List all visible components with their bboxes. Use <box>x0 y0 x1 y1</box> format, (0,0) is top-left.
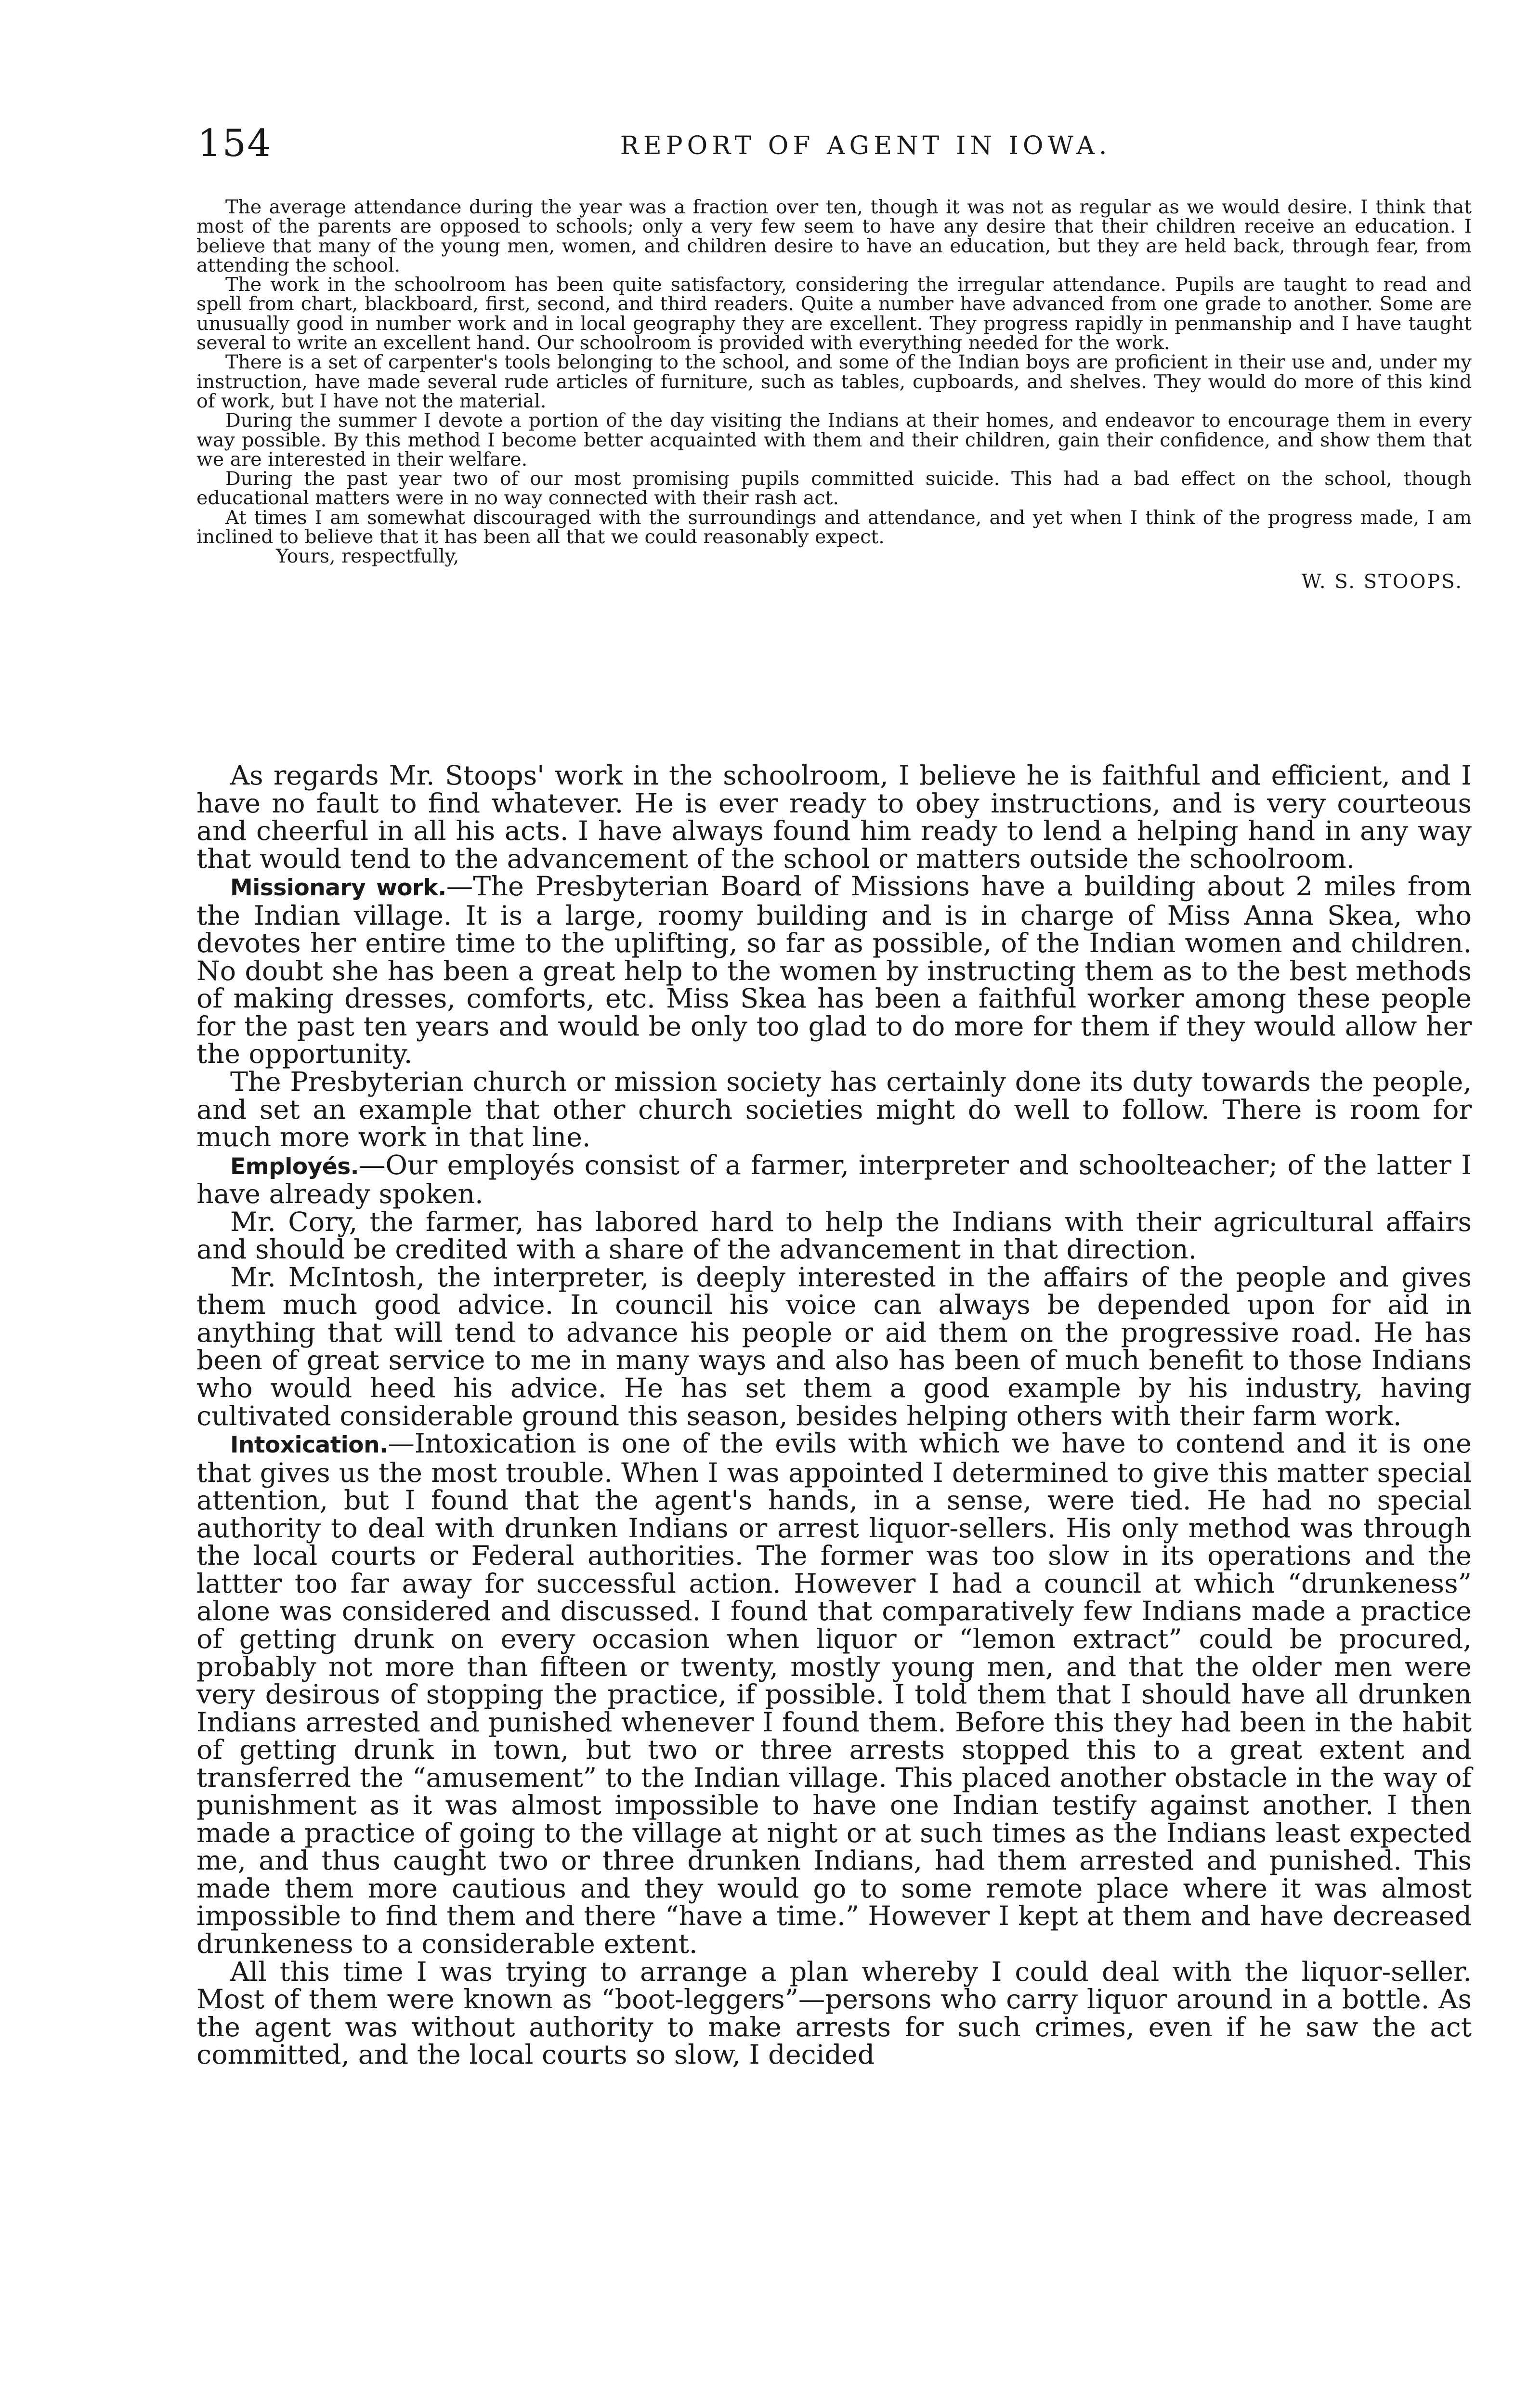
body-paragraph: The Presbyterian church or mission society has certainly done its duty towards the people, and set an example that other church societies might do well to follow. There is room for much more work in that line. <box>196 1066 1472 1153</box>
body-paragraph: All this time I was trying to arrange a plan whereby I could deal with the liquor-seller. Most of them were known as “boot-leggers”—persons who carry liquor around in a bottle. As the agent was without authority to make arrests for such crimes, even if he saw the act committed, and the local courts so slow, I decided <box>196 1956 1472 2071</box>
report-body <box>196 762 1472 2069</box>
missionary-text: —The Presbyterian Board of Missions have a building about 2 miles from the Indian village. It is a large, roomy building and is in charge of Miss Anna Skea, who devotes her entire time to the uplifting, so far as possible, of the Indian women and children. No doubt she has been a great help to the women by instructing them as to the best methods of making dresses, comforts, etc. Miss Skea has been a faithful worker among these people for the past ten years and would be only too glad to do more for them if they would allow her the opportunity. <box>196 871 1472 1070</box>
body-paragraph-missionary <box>196 873 1472 1068</box>
letter-paragraph: During the past year two of our most promising pupils committed suicide. This had a bad effect on the school, though educational matters were in no way connected with their rash act. <box>196 468 1472 510</box>
page-number: 154 <box>197 122 272 165</box>
employes-text: —Our employés consist of a farmer, interpreter and schoolteacher; of the latter I have already spoken. <box>196 1149 1472 1210</box>
body-paragraph-intoxication <box>196 1430 1472 1958</box>
body-paragraph-employes <box>196 1149 1472 1210</box>
body-paragraph: Mr. Cory, the farmer, has labored hard to help the Indians with their agricultural affairs and should be credited with a share of the advancement in that direction. <box>196 1206 1472 1266</box>
body-paragraph: Mr. McIntosh, the interpreter, is deeply interested in the affairs of the people and gives them much good advice. In council his voice can always be depended upon for aid in anything that will tend to advance his people or aid them on the progressive road. He has been of great service to me in many ways and also has been of much benefit to those Indians who would heed his advice. He has set them a good example by his industry, having cultivated considerable ground this season, besides helping others with their farm work. <box>196 1261 1472 1432</box>
section-heading-employes: Employés. <box>230 1153 359 1180</box>
running-title: REPORT OF AGENT IN IOWA. <box>620 131 1111 160</box>
letter-paragraph: At times I am somewhat discouraged with the surroundings and attendance, and yet when I think of the progress made, I am inclined to believe that it has been all that we could reasonably expect. <box>196 506 1472 549</box>
section-heading-missionary-work: Missionary work. <box>230 875 446 902</box>
intoxication-text: —Intoxication is one of the evils with which we have to contend and it is one that gives us the most trouble. When I was appointed I determined to give this matter special attention, but I found that the agent's hands, in a sense, were tied. He had no special authority to deal with drunken Indians or arrest liquor-sellers. His only method was through the local courts or Federal authorities. The former was too slow in its operations and the lattter too far away for successful action. However I had a council at which “drunkeness” alone was considered and discussed. I found that comparatively few Indians made a practice of getting drunk on every occasion when liquor or “lemon extract” could be procured, probably not more than fifteen or twenty, mostly young men, and that the older men were very desirous of stopping the practice, if possible. I told them that I should have all drunken Indians arrested and punished whenever I found them. Before this they had been in the habit of getting drunk in town, but two or three arrests stopped this to a great extent and transferred the “amusement” to the Indian village. This placed another obstacle in the way of punishment as it was almost impossible to have one Indian testify against another. I then made a practice of going to the village at night or at such times as the Indians least expected me, and thus caught two or three drunken Indians, had them arrested and punished. This made them more cautious and they would go to some remote place where it was almost impossible to find them and there “have a time.” However I kept at them and have decreased drunkeness to a considerable extent. <box>196 1428 1472 1960</box>
letter-signature: W. S. STOOPS. <box>1301 570 1463 593</box>
quoted-letter <box>196 197 1472 591</box>
letter-paragraph: There is a set of carpenter's tools belonging to the school, and some of the Indian boys are proficient in their use and, under my instruction, have made several rude articles of furniture, such as tables, cupboards, and shelves. They would do more of this kind of work, but I have not the material. <box>196 351 1472 412</box>
body-paragraph: As regards Mr. Stoops' work in the schoolroom, I believe he is faithful and efficient, and I have no fault to find whatever. He is ever ready to obey instructions, and is very courteous and cheerful in all his acts. I have always found him ready to lend a helping hand in any way that would tend to the advancement of the school or matters outside the schoolroom. <box>196 760 1472 875</box>
letter-closing: Yours, respectfully, <box>276 545 459 568</box>
page-header <box>197 119 1476 172</box>
section-heading-intoxication: Intoxication. <box>230 1432 388 1459</box>
letter-paragraph: The work in the schoolroom has been quite satisfactory, considering the irregular attendance. Pupils are taught to read and spell from chart, blackboard, first, second, and third readers. Quite a number have advanced from one grade to another. Some are unusually good in number work and in local geography they are excellent. They progress rapidly in penmanship and I have taught several to write an excellent hand. Our schoolroom is provided with everything needed for the work. <box>196 274 1472 354</box>
letter-paragraph: The average attendance during the year was a fraction over ten, though it was not as regular as we would desire. I think that most of the parents are opposed to schools; only a very few seem to have any desire that their children receive an education. I believe that many of the young men, women, and children desire to have an education, but they are held back, through fear, from attending the school. <box>196 196 1472 276</box>
letter-paragraph: During the summer I devote a portion of the day visiting the Indians at their homes, and endeavor to encourage them in every way possible. By this method I become better acquainted with them and their children, gain their confidence, and show them that we are interested in their welfare. <box>196 409 1472 471</box>
